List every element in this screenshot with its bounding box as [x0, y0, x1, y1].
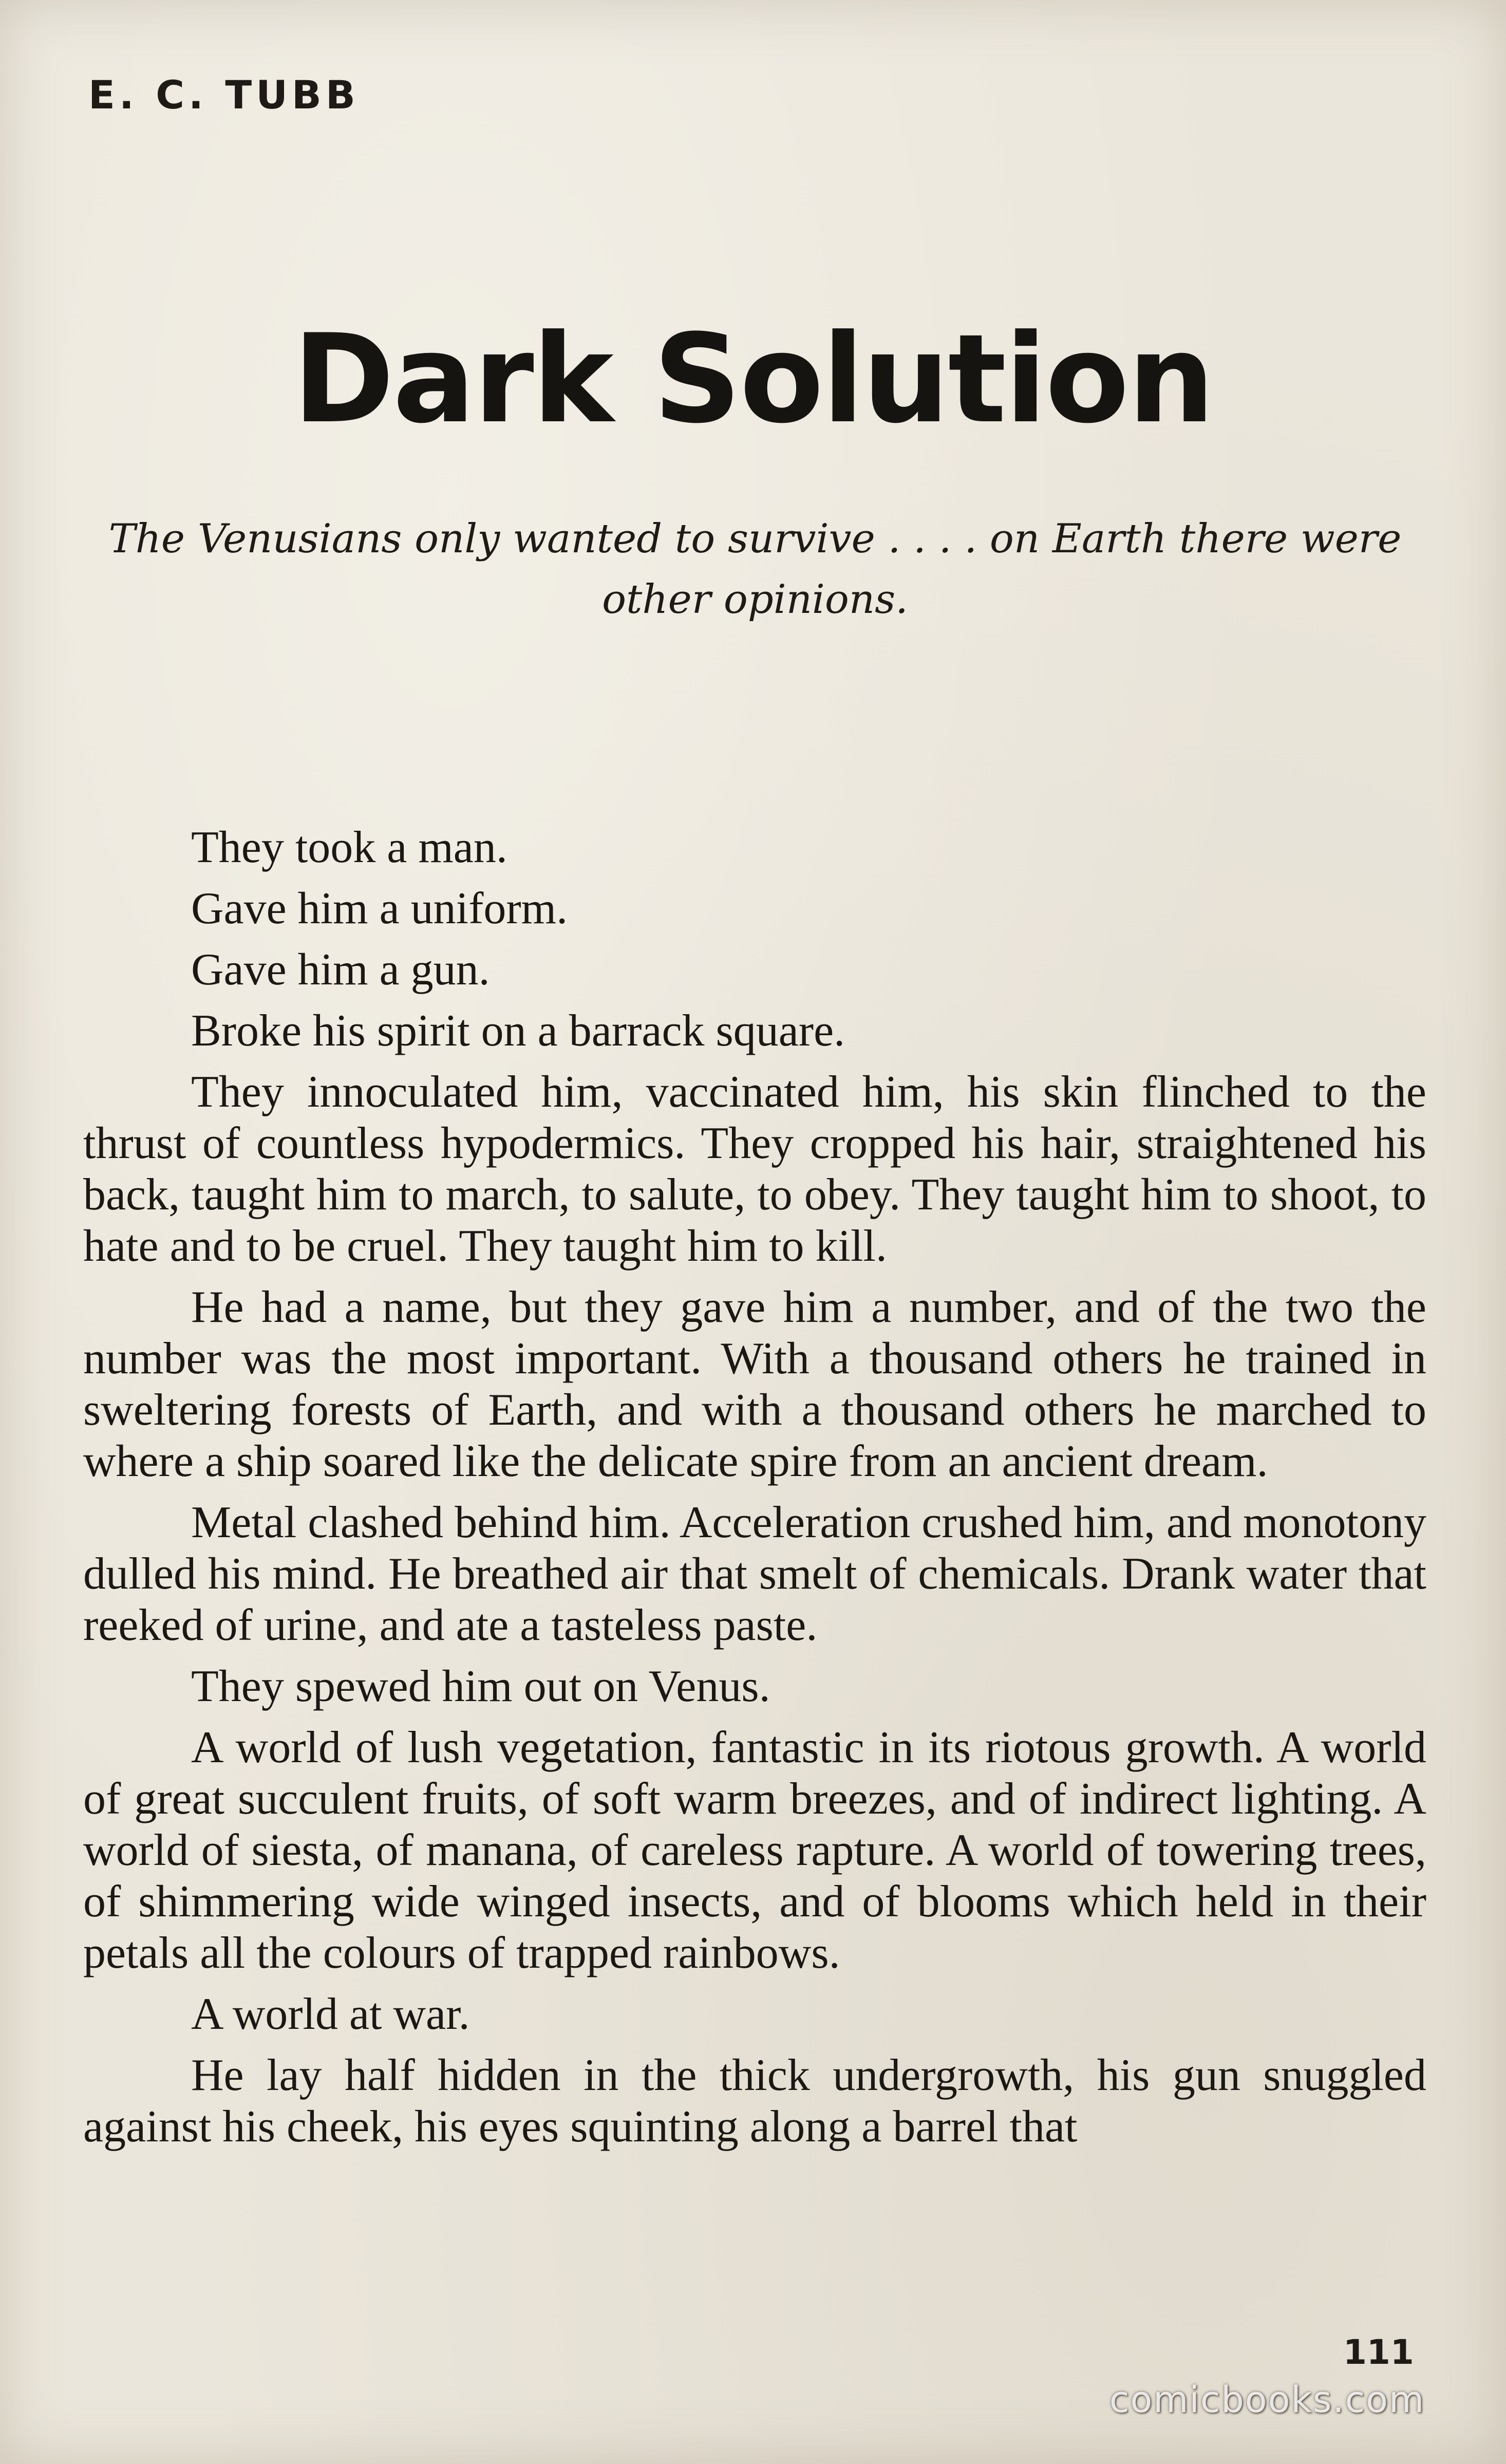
- paragraph: Gave him a uniform.: [191, 884, 568, 934]
- paragraph: He lay half hidden in the thick undergrowth, his gun snuggled against his cheek, his eyes squinting along a barrel that: [83, 2050, 1426, 2152]
- paragraph: A world of lush vegetation, fantastic in its riotous growth. A world of great succulent fruits, of soft warm breezes, and of indirect lighting. A world of siesta, of manana, of careless rapture. A world of towering trees, of shimmering wide winged insects, and of blooms which held in their petals all the colours of trapped rainbows.: [83, 1723, 1426, 1978]
- watermark: comicbooks.com: [1109, 2379, 1425, 2421]
- story-title: Dark Solution: [293, 308, 1213, 451]
- paragraph: Metal clashed behind him. Acceleration crushed him, and monotony dulled his mind. He breathed air that smelt of chemicals. Drank water that reeked of urine, and ate a tasteless paste.: [83, 1498, 1426, 1650]
- paragraph: They spewed him out on Venus.: [191, 1662, 770, 1711]
- paragraph: Gave him a gun.: [191, 945, 490, 995]
- story-body: [83, 822, 1426, 2162]
- page-number: 111: [1343, 2332, 1414, 2372]
- paragraph: They innoculated him, vaccinated him, his skin flinched to the thrust of countless hypodermics. They cropped his hair, straightened his back, taught him to march, to salute, to obey. They taught him to shoot, to hate and to be cruel. They taught him to kill.: [83, 1067, 1426, 1271]
- paragraph: He had a name, but they gave him a number, and of the two the number was the most important. With a thousand others he trained in sweltering forests of Earth, and with a thousand others he marched to where a ship soared like the delicate spire from an ancient dream.: [83, 1282, 1426, 1486]
- story-subtitle: The Venusians only wanted to survive . . . . on Earth there were other opinions.: [108, 516, 1402, 623]
- running-head-author: E. C. TUBB: [88, 72, 360, 118]
- paragraph: They took a man.: [191, 823, 507, 872]
- paragraph: Broke his spirit on a barrack square.: [191, 1006, 845, 1056]
- paragraph: A world at war.: [191, 1989, 470, 2039]
